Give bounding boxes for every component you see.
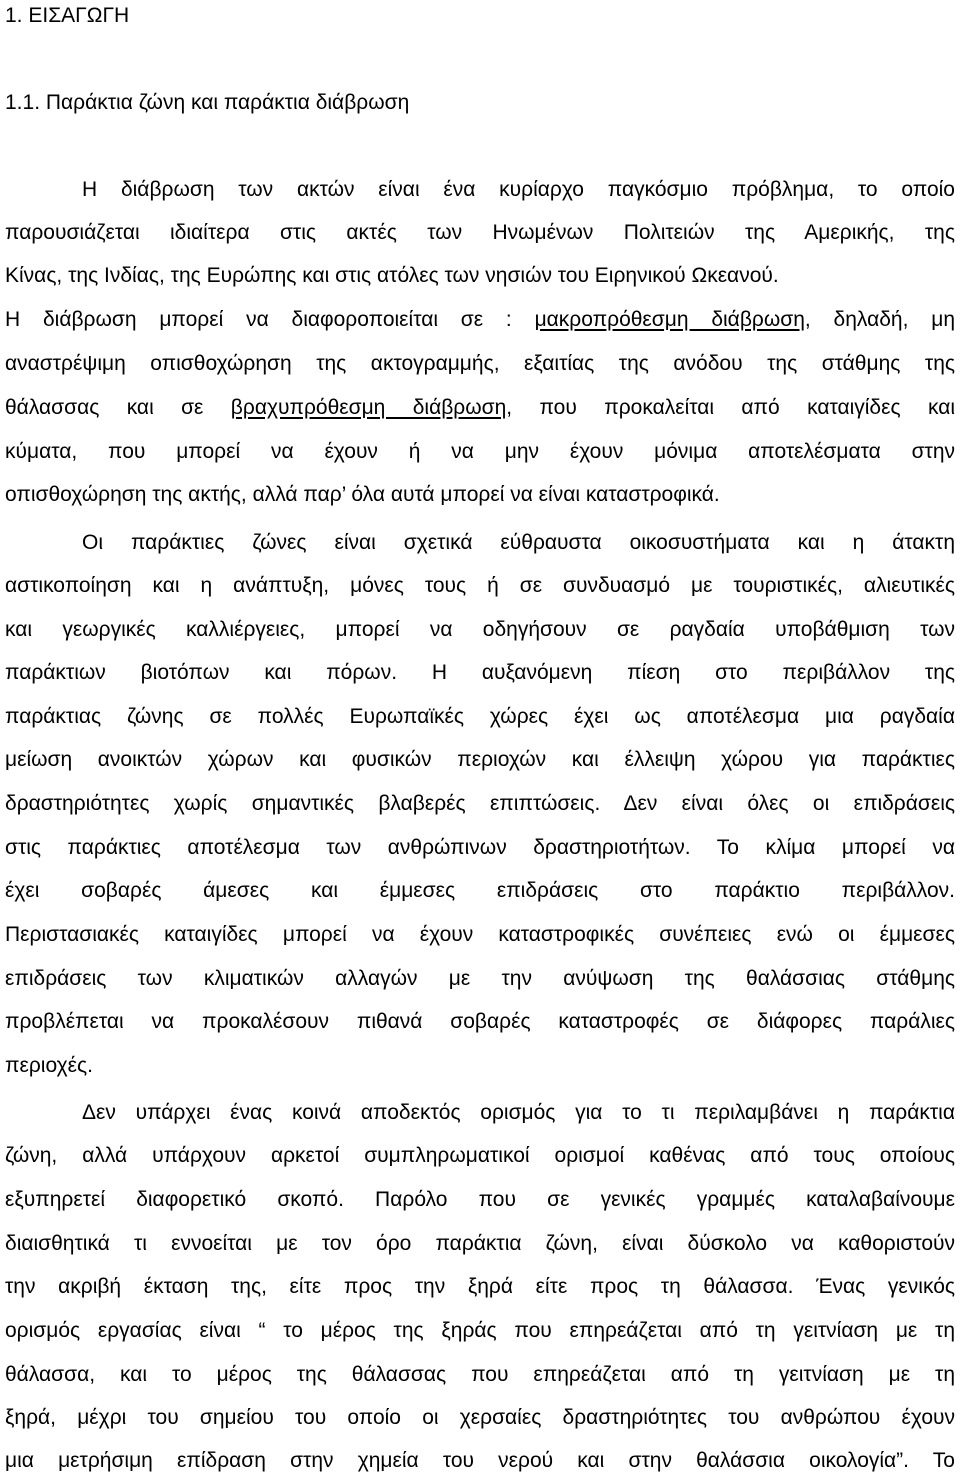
paragraph-line: παράκτιας ζώνης σε πολλές Ευρωπαϊκές χώρες έχει ως αποτέλεσμα μια ραγδαία: [5, 705, 955, 728]
paragraph-line: μια μετρήσιμη επίδραση στην χημεία του νερού και στην θαλάσσια οικολογία”. Το: [5, 1449, 955, 1472]
paragraph-line: την ακριβή έκταση της, είτε προς την ξηρά είτε προς τη θάλασσα. Ένας γενικός: [5, 1275, 955, 1298]
paragraph-line: έχει σοβαρές άμεσες και έμμεσες επιδράσεις στο παράκτιο περιβάλλον.: [5, 879, 955, 902]
paragraph-line: Περιστασιακές καταιγίδες μπορεί να έχουν καταστροφικές συνέπειες ενώ οι έμμεσες: [5, 923, 955, 946]
text-span: , που προκαλείται από καταιγίδες και: [506, 396, 956, 419]
paragraph-line: Κίνας, της Ινδίας, της Ευρώπης και στις ατόλες των νησιών του Ειρηνικού Ωκεανού.: [5, 264, 779, 287]
underlined-term: βραχυπρόθεσμη διάβρωση: [230, 396, 507, 419]
paragraph-line: Η διάβρωση των ακτών είναι ένα κυρίαρχο παγκόσμιο πρόβλημα, το οποίο: [82, 178, 955, 201]
paragraph-line: δραστηριότητες χωρίς σημαντικές βλαβερές επιπτώσεις. Δεν είναι όλες οι επιδράσεις: [5, 792, 955, 815]
subsection-heading: 1.1. Παράκτια ζώνη και παράκτια διάβρωση: [5, 91, 410, 114]
paragraph-line: Δεν υπάρχει ένας κοινά αποδεκτός ορισμός για το τι περιλαμβάνει η παράκτια: [82, 1101, 955, 1124]
text-span: θάλασσας και σε: [5, 396, 231, 419]
text-span: Η διάβρωση μπορεί να διαφοροποιείται σε :: [5, 308, 535, 331]
paragraph-line: διαισθητικά τι εννοείται με τον όρο παράκτια ζώνη, είναι δύσκολο να καθοριστούν: [5, 1232, 955, 1255]
paragraph-line: οπισθοχώρηση της ακτής, αλλά παρ’ όλα αυτά μπορεί να είναι καταστροφικά.: [5, 483, 720, 506]
text-span: , δηλαδή, μη: [804, 308, 955, 331]
paragraph-line: παρουσιάζεται ιδιαίτερα στις ακτές των Ηνωμένων Πολιτειών της Αμερικής, της: [5, 221, 955, 244]
paragraph-line: στις παράκτιες αποτέλεσμα των ανθρώπινων δραστηριοτήτων. Το κλίμα μπορεί να: [5, 836, 955, 859]
paragraph-line: [5, 308, 955, 332]
paragraph-line: ζώνη, αλλά υπάρχουν αρκετοί συμπληρωματικοί ορισμοί καθένας από τους οποίους: [5, 1144, 955, 1167]
paragraph-line: επιδράσεις των κλιματικών αλλαγών με την ανύψωση της θαλάσσιας στάθμης: [5, 967, 955, 990]
paragraph-line: παράκτιων βιοτόπων και πόρων. Η αυξανόμενη πίεση στο περιβάλλον της: [5, 661, 955, 684]
paragraph-line: προβλέπεται να προκαλέσουν πιθανά σοβαρές καταστροφές σε διάφορες παράλιες: [5, 1010, 955, 1033]
paragraph-line: αναστρέψιμη οπισθοχώρηση της ακτογραμμής, εξαιτίας της ανόδου της στάθμης της: [5, 352, 955, 375]
paragraph-line: και γεωργικές καλλιέργειες, μπορεί να οδηγήσουν σε ραγδαία υποβάθμιση των: [5, 618, 955, 641]
underlined-term: μακροπρόθεσμη διάβρωση: [534, 308, 805, 331]
paragraph-line: αστικοποίηση και η ανάπτυξη, μόνες τους ή σε συνδυασμό με τουριστικές, αλιευτικές: [5, 574, 955, 597]
paragraph-line: κύματα, που μπορεί να έχουν ή να μην έχουν μόνιμα αποτελέσματα στην: [5, 440, 955, 463]
paragraph-line: ορισμός εργασίας είναι “ το μέρος της ξηράς που επηρεάζεται από τη γειτνίαση με τη: [5, 1319, 955, 1342]
paragraph-line: ξηρά, μέχρι του σημείου του οποίο οι χερσαίες δραστηριότητες του ανθρώπου έχουν: [5, 1406, 955, 1429]
paragraph-line: θάλασσα, και το μέρος της θάλασσας που επηρεάζεται από τη γειτνίαση με τη: [5, 1363, 955, 1386]
paragraph-line: εξυπηρετεί διαφορετικό σκοπό. Παρόλο που σε γενικές γραμμές καταλαβαίνουμε: [5, 1188, 955, 1211]
paragraph-line: [5, 396, 955, 420]
paragraph-line: περιοχές.: [5, 1054, 93, 1077]
paragraph-line: μείωση ανοικτών χώρων και φυσικών περιοχών και έλλειψη χώρου για παράκτιες: [5, 748, 955, 771]
paragraph-line: Οι παράκτιες ζώνες είναι σχετικά εύθραυστα οικοσυστήματα και η άτακτη: [82, 531, 955, 554]
section-heading: 1. ΕΙΣΑΓΩΓΗ: [5, 4, 130, 27]
